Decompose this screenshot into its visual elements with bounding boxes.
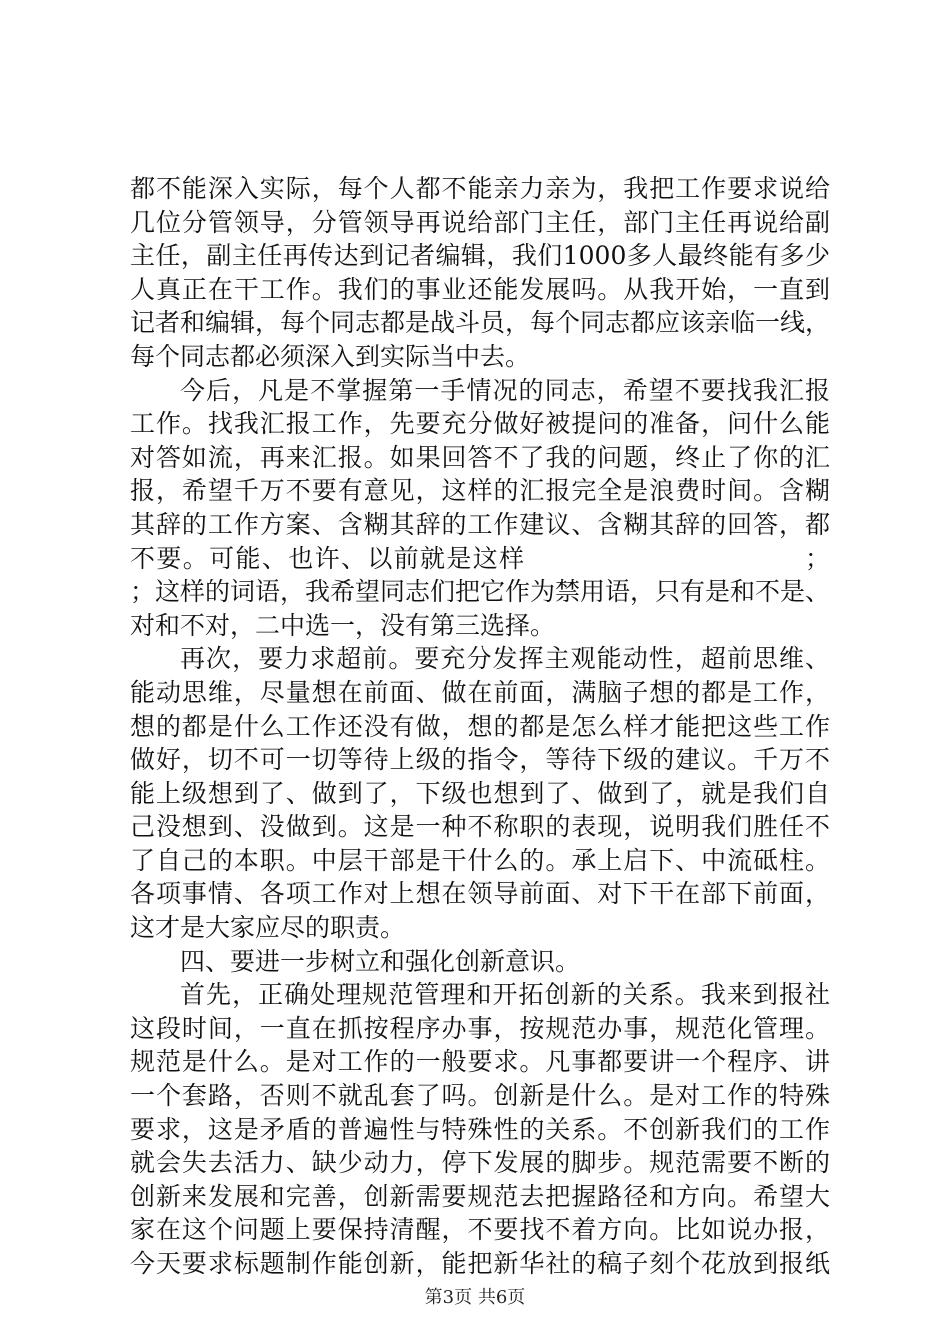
section-heading: 四、要进一步树立和强化创新意识。 — [180, 946, 581, 976]
text-line: 创新来发展和完善，创新需要规范去把握路径和方向。希望大 — [130, 1181, 830, 1211]
text-line: 这段时间，一直在抓按程序办事，按规范办事，规范化管理。 — [130, 1013, 830, 1043]
text-line: 人真正在干工作。我们的事业还能发展吗。从我开始，一直到 — [130, 274, 830, 304]
text-line: 今天要求标题制作能创新，能把新华社的稿子刻个花放到报纸 — [130, 1249, 830, 1278]
text-line: 就会失去活力、缺少动力，停下发展的脚步。规范需要不断的 — [130, 1148, 830, 1178]
paragraph-start-line: 再次，要力求超前。要充分发挥主观能动性，超前思维、 — [180, 644, 830, 674]
text-line: 不要。可能、也许、以前就是这样 ； — [130, 543, 830, 573]
paragraph-start-line: 首先，正确处理规范管理和开拓创新的关系。我来到报社 — [180, 980, 830, 1010]
text-line: 各项事情、各项工作对上想在领导前面、对下干在部下前面， — [130, 879, 830, 909]
text-line: 每个同志都必须深入到实际当中去。 — [130, 341, 531, 371]
text-line: 都不能深入实际，每个人都不能亲力亲为，我把工作要求说给 — [130, 174, 830, 203]
text-line: ；这样的词语，我希望同志们把它作为禁用语，只有是和不是、 — [130, 577, 831, 607]
text-line: 这才是大家应尽的职责。 — [130, 913, 406, 943]
text-line: 要求，这是矛盾的普遍性与特殊性的关系。不创新我们的工作 — [130, 1114, 830, 1144]
text-line: 己没想到、没做到。这是一种不称职的表现，说明我们胜任不 — [130, 812, 830, 842]
text-line: 几位分管领导，分管领导再说给部门主任，部门主任再说给副 — [130, 207, 830, 237]
text-line: 对答如流，再来汇报。如果回答不了我的问题，终止了你的汇 — [130, 442, 830, 472]
text-line: 报，希望千万不要有意见，这样的汇报完全是浪费时间。含糊 — [130, 476, 830, 506]
text-line: 家在这个问题上要保持清醒，不要找不着方向。比如说办报， — [130, 1215, 830, 1245]
document-body — [130, 172, 830, 1281]
page-number-footer: 第3页 共6页 — [424, 1287, 526, 1308]
text-line: 主任，副主任再传达到记者编辑，我们1000多人最终能有多少 — [130, 241, 830, 271]
text-line: 对和不对，二中选一，没有第三选择。 — [130, 610, 556, 640]
text-line: 其辞的工作方案、含糊其辞的工作建议、含糊其辞的回答，都 — [130, 509, 830, 539]
text-line: 想的都是什么工作还没有做，想的都是怎么样才能把这些工作 — [130, 711, 830, 741]
text-line: 做好，切不可一切等待上级的指令，等待下级的建议。千万不 — [130, 745, 830, 775]
paragraph-start-line: 今后，凡是不掌握第一手情况的同志，希望不要找我汇报 — [180, 375, 830, 405]
text-line: 工作。找我汇报工作，先要充分做好被提问的准备，问什么能 — [130, 409, 830, 439]
text-line: 规范是什么。是对工作的一般要求。凡事都要讲一个程序、讲 — [130, 1047, 830, 1077]
text-line: 能上级想到了、做到了，下级也想到了、做到了，就是我们自 — [130, 778, 830, 808]
text-line: 记者和编辑，每个同志都是战斗员，每个同志都应该亲临一线， — [130, 308, 831, 338]
text-line: 一个套路，否则不就乱套了吗。创新是什么。是对工作的特殊 — [130, 1081, 830, 1111]
text-line: 能动思维，尽量想在前面、做在前面，满脑子想的都是工作， — [130, 677, 830, 707]
text-line: 了自己的本职。中层干部是干什么的。承上启下、中流砥柱。 — [130, 845, 830, 875]
